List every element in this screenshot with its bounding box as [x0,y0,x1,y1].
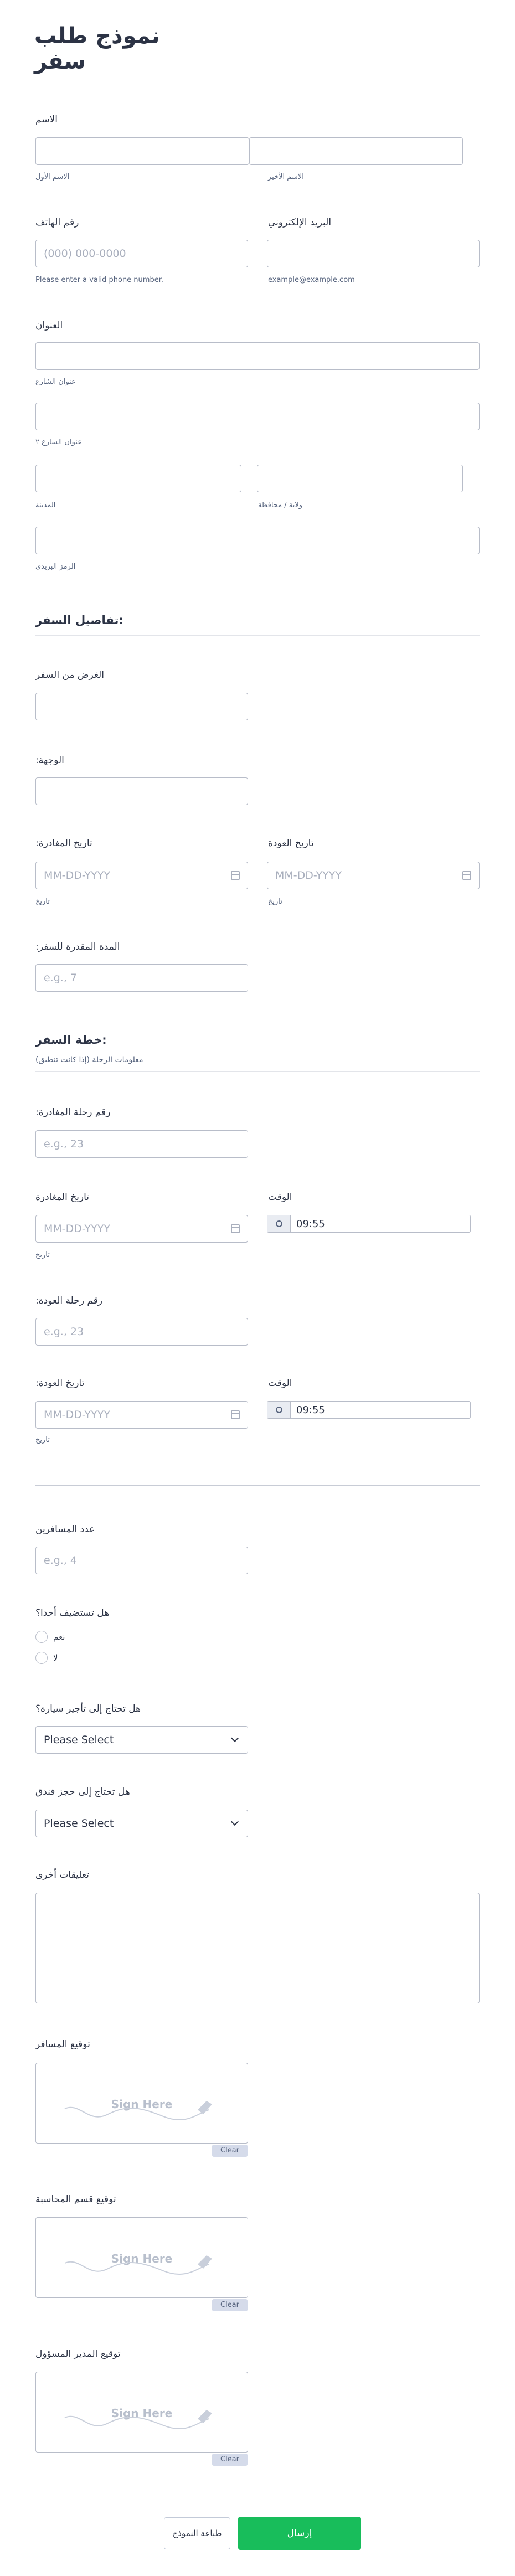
first-name-input[interactable] [35,137,249,165]
manager-signature-pad[interactable] [35,2372,248,2453]
section-divider [35,635,480,636]
hotel-select[interactable] [35,1810,248,1837]
street1-sublabel: عنوان الشارع [35,378,76,386]
street1-input[interactable] [35,342,480,370]
signature-pen-icon [36,2063,249,2144]
itinerary-return-date-label: :تاريخ العودة [35,1378,85,1389]
itinerary-return-date-placeholder: MM-DD-YYYY [44,1409,110,1421]
car-rental-label: هل تحتاج إلى تأجير سيارة؟ [35,1703,141,1714]
itinerary-departure-date-label: تاريخ المغادرة [35,1192,90,1203]
state-input[interactable] [257,465,463,492]
return-time-label: الوقت [268,1378,292,1389]
calendar-icon[interactable] [462,871,471,880]
traveler-signature-clear-button[interactable]: Clear [212,2145,248,2157]
form-title: نموذج طلب سفر [34,23,160,74]
travelers-label: عدد المسافرين [35,1524,95,1535]
return-time-value: 09:55 [296,1404,325,1416]
zip-input[interactable] [35,527,480,554]
calendar-icon[interactable] [231,871,240,880]
departure-date-placeholder: MM-DD-YYYY [44,869,110,882]
host-yes-label[interactable]: نعم [53,1632,65,1642]
itinerary-return-date-sublabel: تاريخ [35,1436,50,1444]
section-divider [35,1071,480,1072]
signature-pen-icon [36,2372,249,2453]
email-input[interactable] [267,240,480,267]
sign-here-text: Sign Here [111,2407,173,2420]
print-form-button[interactable]: طباعة النموذج [164,2517,230,2549]
itinerary-return-date-input[interactable] [35,1401,248,1429]
destination-input[interactable] [35,777,248,805]
name-label: الاسم [35,114,58,125]
duration-placeholder: e.g., 7 [44,972,77,984]
itinerary-departure-date-sublabel: تاريخ [35,1251,50,1259]
departure-flight-label: :رقم رحلة المغادرة [35,1107,111,1118]
return-flight-label: :رقم رحلة العودة [35,1295,103,1306]
return-flight-placeholder: e.g., 23 [44,1326,84,1338]
host-no-label[interactable]: لا [53,1653,58,1663]
clock-icon [267,1402,291,1418]
departure-flight-input[interactable] [35,1130,248,1158]
phone-placeholder: (000) 000-0000 [44,248,126,260]
return-date-label: تاريخ العودة [268,838,314,849]
comments-textarea[interactable] [35,1893,480,2003]
itinerary-departure-date-input[interactable] [35,1215,248,1243]
duration-input[interactable] [35,964,248,992]
calendar-icon[interactable] [231,1410,240,1419]
travel-details-heading: تفاصيل السفر: [35,614,123,627]
signature-pen-icon [36,2218,249,2299]
clock-icon [267,1215,291,1232]
submit-button[interactable]: إرسال [238,2517,361,2550]
city-input[interactable] [35,465,241,492]
last-name-input[interactable] [249,137,463,165]
section-divider [35,1485,480,1486]
travelers-input[interactable] [35,1547,248,1574]
traveler-signature-label: توقيع المسافر [35,2039,90,2050]
travelers-placeholder: e.g., 4 [44,1554,77,1567]
duration-label: :المدة المقدرة للسفر [35,941,120,952]
itinerary-departure-date-placeholder: MM-DD-YYYY [44,1223,110,1235]
host-no-radio[interactable] [35,1652,48,1664]
sign-here-text: Sign Here [111,2098,173,2111]
itinerary-heading: خطة السفر: [35,1033,107,1047]
last-name-sublabel: الاسم الأخير [268,173,304,181]
comments-label: تعليقات أخرى [35,1869,89,1881]
chevron-down-icon [231,1734,239,1742]
destination-label: :الوجهة [35,755,64,766]
purpose-input[interactable] [35,693,248,720]
address-label: العنوان [35,320,63,331]
departure-flight-placeholder: e.g., 23 [44,1138,84,1150]
departure-date-label: :تاريخ المغادرة [35,838,92,849]
phone-label: رقم الهاتف [35,217,79,228]
hotel-label: هل تحتاج إلى حجز فندق [35,1786,130,1797]
street2-sublabel: عنوان الشارع ٢ [35,438,82,446]
host-yes-radio[interactable] [35,1631,48,1643]
state-sublabel: ولاية / محافظة [258,501,303,509]
city-sublabel: المدينة [35,501,56,509]
zip-sublabel: الرمز البريدي [35,563,76,571]
purpose-label: الغرض من السفر [35,669,104,681]
manager-signature-label: توقيع المدير المسؤول [35,2348,121,2359]
return-date-input[interactable] [267,862,480,889]
email-hint: example@example.com [268,276,355,284]
street2-input[interactable] [35,403,480,430]
traveler-signature-pad[interactable] [35,2063,248,2144]
hotel-selected: Please Select [44,1817,114,1830]
return-time-input[interactable] [267,1401,471,1419]
sign-here-text: Sign Here [111,2252,173,2265]
host-label: هل تستضيف أحدا؟ [35,1608,110,1619]
departure-time-input[interactable] [267,1215,471,1233]
car-rental-select[interactable] [35,1726,248,1754]
return-date-placeholder: MM-DD-YYYY [275,869,342,882]
manager-signature-clear-button[interactable]: Clear [212,2454,248,2466]
email-label: البريد الإلكتروني [268,217,332,228]
accounting-signature-label: توقيع قسم المحاسبة [35,2194,116,2205]
phone-input[interactable] [35,240,248,267]
first-name-sublabel: الاسم الأول [35,173,70,181]
car-rental-selected: Please Select [44,1734,114,1746]
departure-date-input[interactable] [35,862,248,889]
departure-time-value: 09:55 [296,1218,325,1230]
chevron-down-icon [231,1818,239,1826]
departure-time-label: الوقت [268,1192,292,1203]
phone-hint: Please enter a valid phone number. [35,276,163,284]
departure-date-sublabel: تاريخ [35,898,50,906]
calendar-icon[interactable] [231,1224,240,1233]
accounting-signature-pad[interactable] [35,2217,248,2298]
itinerary-subheading: معلومات الرحلة (إذا كانت تنطبق) [35,1055,143,1064]
return-flight-input[interactable] [35,1318,248,1346]
return-date-sublabel: تاريخ [268,898,282,906]
accounting-signature-clear-button[interactable]: Clear [212,2299,248,2311]
